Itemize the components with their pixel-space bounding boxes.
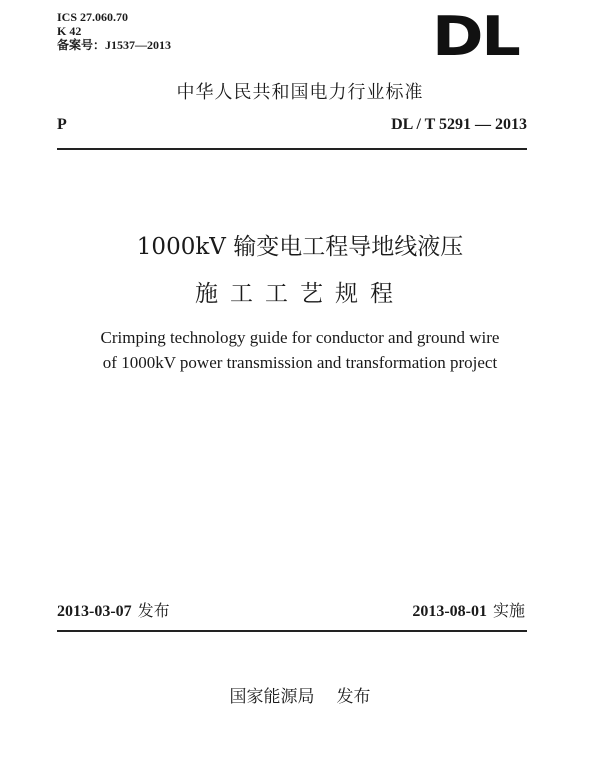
issue-date-block xyxy=(57,598,170,621)
ccs-code: K 42 xyxy=(57,24,82,38)
classification-code: P xyxy=(57,116,67,133)
publisher-action: 发布 xyxy=(336,687,371,707)
title-english-line2: of 1000kV power transmission and transformation project xyxy=(102,353,498,372)
bottom-divider xyxy=(57,630,527,632)
implementation-label: 实施 xyxy=(492,601,525,620)
title-chinese-line1: 1000kV 输变电工程导地线液压 xyxy=(136,234,464,260)
ics-code: ICS 27.060.70 xyxy=(57,10,129,24)
publisher-name: 国家能源局 xyxy=(229,687,315,707)
dl-logo: DL xyxy=(432,5,519,68)
filing-number: 备案号：J1537—2013 xyxy=(57,38,172,52)
title-chinese-line2: 施工工艺规程 xyxy=(195,281,405,307)
title-english-line1: Crimping technology guide for conductor and ground wire xyxy=(100,328,500,347)
implementation-date: 2013-08-01 xyxy=(412,603,487,620)
standard-number: DL / T 5291 — 2013 xyxy=(391,116,527,133)
implementation-date-block xyxy=(412,598,525,621)
issue-date: 2013-03-07 xyxy=(57,603,132,620)
publisher-line xyxy=(0,682,600,707)
top-divider xyxy=(57,148,527,150)
issue-label: 发布 xyxy=(137,601,170,620)
issuer-title: 中华人民共和国电力行业标准 xyxy=(176,82,424,103)
title-english xyxy=(0,325,600,375)
standard-metadata xyxy=(57,10,171,52)
